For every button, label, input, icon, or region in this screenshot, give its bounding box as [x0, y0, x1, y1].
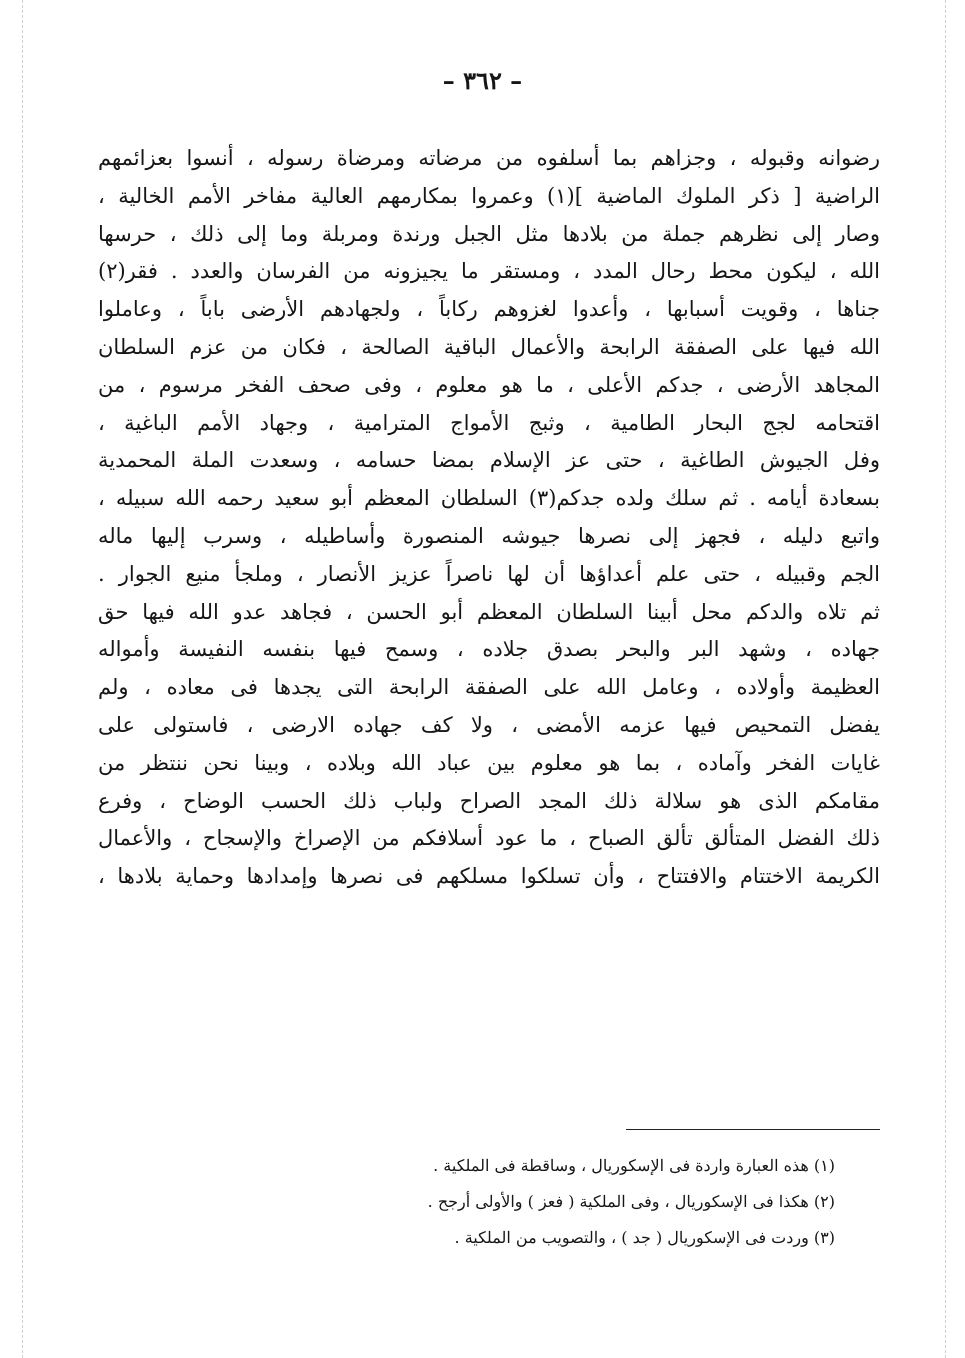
text-line: الله ، ليكون محط رحال المدد ، ومستقر ما يجيزونه من الفرسان والعدد . فقر(٢) — [98, 259, 880, 284]
text-line: ثم تلاه والدكم محل أبينا السلطان المعظم أبو الحسن ، فجاهد عدو الله فيها حق — [98, 599, 880, 624]
text-line: رضوانه وقبوله ، وجزاهم بما أسلفوه من مرضاته ومرضاة رسوله ، أنسوا بعزائمهم — [98, 146, 880, 170]
text-line: اقتحامه لجج البحار الطامية ، وثبج الأمواج المترامية ، وجهاد الأمم الباغية ، — [98, 410, 880, 435]
text-line: بسعادة أيامه . ثم سلك ولده جدكم(٣) السلطان المعظم أبو سعيد رحمه الله سبيله ، — [98, 486, 880, 511]
right-margin-guide — [945, 0, 946, 1358]
text-line: الكريمة الاختتام والافتتاح ، وأن تسلكوا مسلكهم فى نصرها وإمدادها وحماية بلادها ، — [98, 864, 880, 889]
footnote: (٢) هكذا فى الإسكوريال ، وفى الملكية ( فعز ) والأولى أرجح . — [427, 1192, 835, 1211]
text-line: وصار إلى نظرهم جملة من بلادها مثل الجبل ورندة ومربلة وما إلى ذلك ، حرسها — [98, 221, 880, 246]
text-line: الله فيها على الصفقة الرابحة والأعمال الباقية الصالحة ، فكان من عزم السلطان — [98, 334, 880, 359]
page-number: – ٣٦٢ – — [442, 66, 523, 95]
left-margin-guide — [22, 0, 23, 1358]
footnote: (٣) وردت فى الإسكوريال ( جد ) ، والتصويب من الملكية . — [454, 1228, 835, 1247]
text-line: جهاده ، وشهد البر والبحر بصدق جلاده ، وسمح فيها بنفسه النفيسة وأمواله — [98, 637, 880, 662]
footnote-separator — [626, 1129, 880, 1130]
text-line: جناها ، وقويت أسبابها ، وأعدوا لغزوهم ركاباً ، ولجهادهم الأرضى باباً ، وعاملوا — [98, 297, 880, 322]
footnote: (١) هذه العبارة واردة فى الإسكوريال ، وساقطة فى الملكية . — [433, 1156, 835, 1175]
text-line: واتبع دليله ، فجهز إلى نصرها جيوشه المنصورة وأساطيله ، وسرب إليها ماله — [98, 523, 880, 548]
text-line: مقامكم الذى هو سلالة ذلك المجد الصراح ولباب ذلك الحسب الوضاح ، وفرع — [98, 788, 880, 813]
text-line: ذلك الفضل المتألق تألق الصباح ، ما عود أسلافكم من الإصراخ والإسجاح ، والأعمال — [98, 826, 880, 851]
text-line: الراضية [ ذكر الملوك الماضية ](١) وعمروا بمكارمهم العالية مفاخر الأمم الخالية ، — [98, 183, 880, 208]
main-text — [98, 140, 880, 896]
text-line: المجاهد الأرضى ، جدكم الأعلى ، ما هو معلوم ، وفى صحف الفخر مرسوم ، من — [98, 372, 880, 397]
text-line: يفضل التمحيص فيها عزمه الأمضى ، ولا كف جهاده الارضى ، فاستولى على — [98, 712, 880, 737]
text-line: الجم وقبيله ، حتى علم أعداؤها أن لها ناصراً عزيز الأنصار ، وملجأ منيع الجوار . — [98, 561, 880, 586]
text-line: غايات الفخر وآماده ، بما هو معلوم بين عباد الله وبلاده ، وبينا نحن ننتظر من — [98, 750, 880, 775]
text-line: وفل الجيوش الطاغية ، حتى عز الإسلام بمضا حسامه ، وسعدت الملة المحمدية — [98, 448, 880, 473]
footnotes — [300, 1148, 835, 1256]
text-line: العظيمة وأولاده ، وعامل الله على الصفقة الرابحة التى يجدها فى معاده ، ولم — [98, 675, 880, 700]
